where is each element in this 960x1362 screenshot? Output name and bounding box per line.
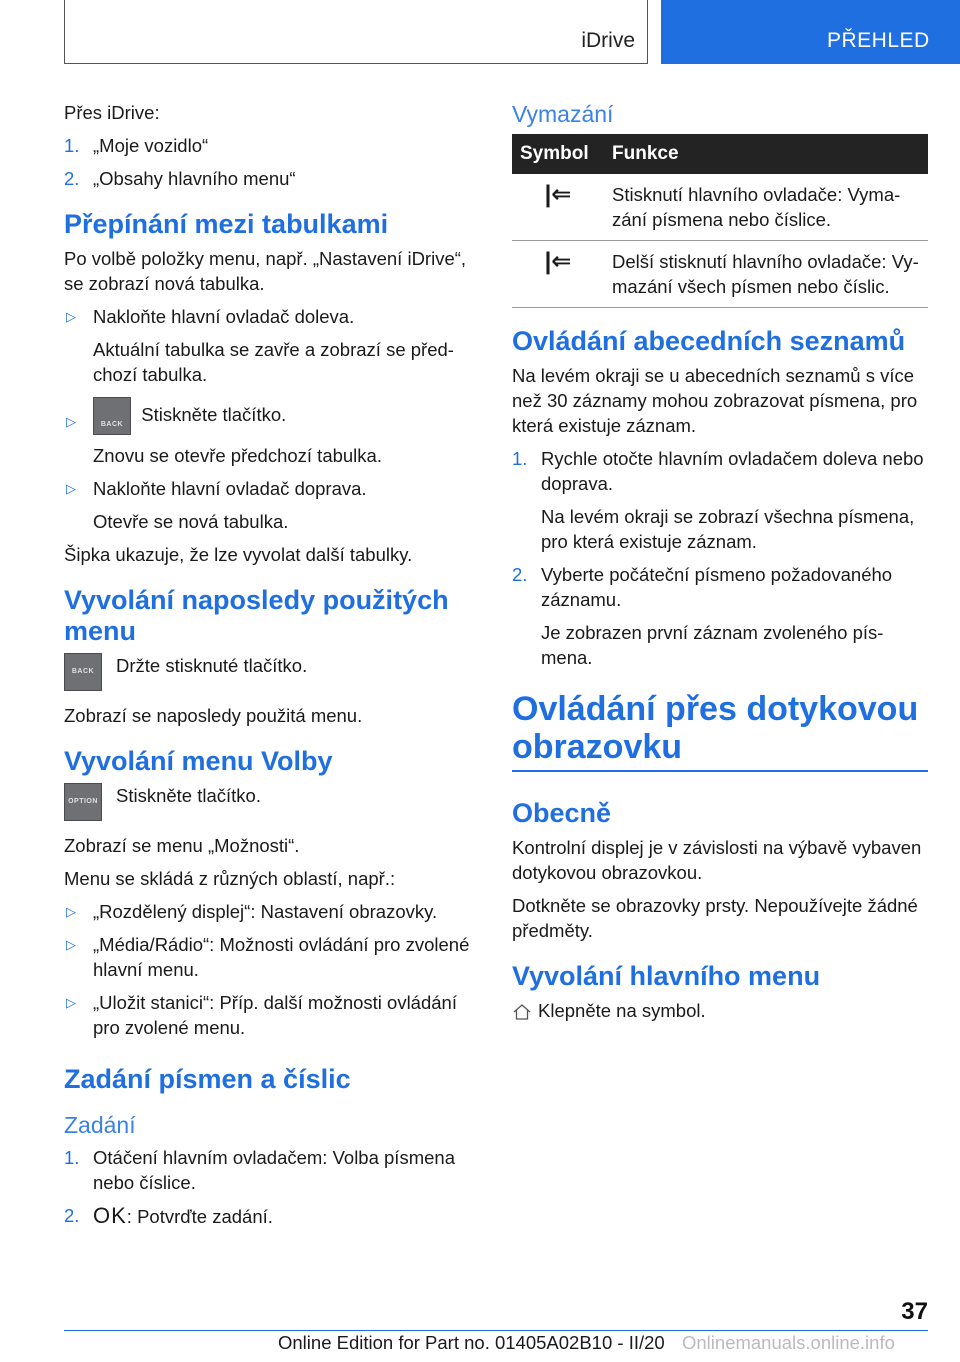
table-header-function: Funkce [604,134,928,174]
bullet-result: Otevře se nová tabulka. [93,511,289,532]
option-split-screen [64,899,482,924]
main-menu-text: Klepněte na symbol. [538,1000,706,1021]
bullet-result: Znovu se otevře předchozí tabulka. [93,445,382,466]
options-text-2: Menu se skládá z různých oblastí, např.: [64,868,396,889]
main-menu-row [512,998,928,1023]
entry-step-1 [64,1145,482,1195]
left-column [64,100,482,1237]
header-chapter-tab [661,0,960,64]
header-section: iDrive [581,29,635,52]
step-text: Rychle otočte hlavním ovladačem doleva nebo doprava. [541,448,924,494]
intro-text: Přes iDrive: [64,102,160,123]
bullet-text: „Média/Rádio“: Možnosti ovládání pro zvolené hlavní menu. [93,934,470,980]
options-press-text: Stiskněte tlačítko. [116,785,261,806]
alpha-step-2 [512,562,928,612]
ok-symbol-icon: OK [93,1203,127,1228]
table-header-row [512,134,928,174]
bullet-tilt-right [64,476,482,501]
table-cell: Stisknutí hlavního ovladače: Vymazání písmena nebo číslice. [604,174,928,241]
table-row [512,241,928,308]
back-button-icon: BACK [93,397,131,435]
heading-main-menu: Vyvolání hlavního menu [512,961,821,991]
arrow-text: Šipka ukazuje, že lze vyvolat další tabulky. [64,544,413,565]
recent-hold-text: Držte stisknuté tlačítko. [116,655,308,676]
bullet-text: Nakloňte hlavní ovladač doleva. [93,306,355,327]
intro-step-1 [64,133,482,158]
recent-text: Zobrazí se naposledy použitá menu. [64,705,363,726]
step-number: 1. [512,448,528,469]
right-column [512,100,928,1031]
triangle-bullet-icon: ▷ [66,904,76,919]
recent-hold-row [64,653,482,691]
heading-general: Obecně [512,798,612,828]
heading-alphabetic: Ovládání abecedních seznamů [512,326,906,356]
bullet-text: Nakloňte hlavní ovladač doprava. [93,478,367,499]
watermark: Onlinemanuals.online.info [682,1332,895,1353]
bullet-text: „Rozdělený displej“: Nastavení obrazovky. [93,901,438,922]
back-button-icon: BACK [64,653,102,691]
step-number: 2. [64,168,80,189]
bullet-tilt-left [64,304,482,329]
step-result: Je zobrazen první záznam zvoleného písmena. [541,622,884,668]
step-text: Otáčení hlavním ovladačem: Volba písmena nebo číslice. [93,1147,455,1193]
step-number: 1. [64,135,80,156]
triangle-bullet-icon: ▷ [66,481,76,496]
general-text-1: Kontrolní displej je v závislosti na výbavě vybaven dotykovou obrazovkou. [512,837,922,883]
page-number: 37 [901,1298,928,1325]
heading-recent: Vyvolání naposledy použitých menu [64,585,449,646]
option-media-radio [64,932,482,982]
bullet-text: Stiskněte tlačítko. [141,403,287,425]
intro-step-2 [64,166,482,191]
tables-text: Po volbě položky menu, např. „Nastavení iDrive“, se zobrazí nová tabulka. [64,248,467,294]
bullet-press-back [64,397,482,435]
bullet-text: „Uložit stanici“: Příp. další možnosti ovládání pro zvolené menu. [93,992,457,1038]
footer-rule [64,1330,928,1331]
delete-symbol-table [512,134,928,308]
bullet-result: Aktuální tabulka se zavře a zobrazí se předchozí tabulka. [93,339,454,385]
heading-letters: Zadání písmen a číslic [64,1064,351,1094]
option-store-station [64,990,482,1040]
header-chapter: PŘEHLED [827,29,930,52]
triangle-bullet-icon: ▷ [66,937,76,952]
options-text-1: Zobrazí se menu „Možnosti“. [64,835,300,856]
heading-options: Vyvolání menu Volby [64,746,333,776]
home-icon [512,1002,532,1022]
table-cell: Delší stisknutí hlavního ovladače: Vymazání všech písmen nebo číslic. [604,241,928,308]
step-number: 2. [64,1205,80,1226]
heading-delete: Vymazání [512,101,614,127]
alpha-step-1 [512,446,928,496]
delete-arrow-icon: |⇐ [512,241,604,308]
table-row [512,174,928,241]
step-number: 1. [64,1147,80,1168]
heading-tables: Přepínání mezi tabulkami [64,209,389,239]
option-button-icon: OPTION [64,783,102,821]
triangle-bullet-icon: ▷ [66,995,76,1010]
edition-text: Online Edition for Part no. 01405A02B10 - II/20 [278,1332,665,1353]
triangle-bullet-icon: ▷ [66,414,76,429]
alpha-text: Na levém okraji se u abecedních seznamů s více než 30 záznamy mohou zobrazovat písmena, pro která existuje záznam. [512,365,918,436]
table-header-symbol: Symbol [512,134,604,174]
general-text-2: Dotkněte se obrazovky prsty. Nepoužívejte žádné předměty. [512,895,918,941]
step-text: : Potvrďte zadání. [126,1206,273,1227]
heading-touchscreen: Ovládání přes dotykovou obrazovku [512,690,928,772]
delete-arrow-icon: |⇐ [512,174,604,241]
step-text: „Obsahy hlavního menu“ [93,168,296,189]
heading-entry: Zadání [64,1112,136,1138]
triangle-bullet-icon: ▷ [66,309,76,324]
step-text: „Moje vozidlo“ [93,135,209,156]
options-press-row [64,783,482,821]
step-result: Na levém okraji se zobrazí všechna písmena, pro která existuje záznam. [541,506,915,552]
step-number: 2. [512,564,528,585]
header-section-box [64,0,648,64]
step-text: Vyberte počáteční písmeno požadovaného záznamu. [541,564,893,610]
entry-step-2 [64,1203,482,1229]
